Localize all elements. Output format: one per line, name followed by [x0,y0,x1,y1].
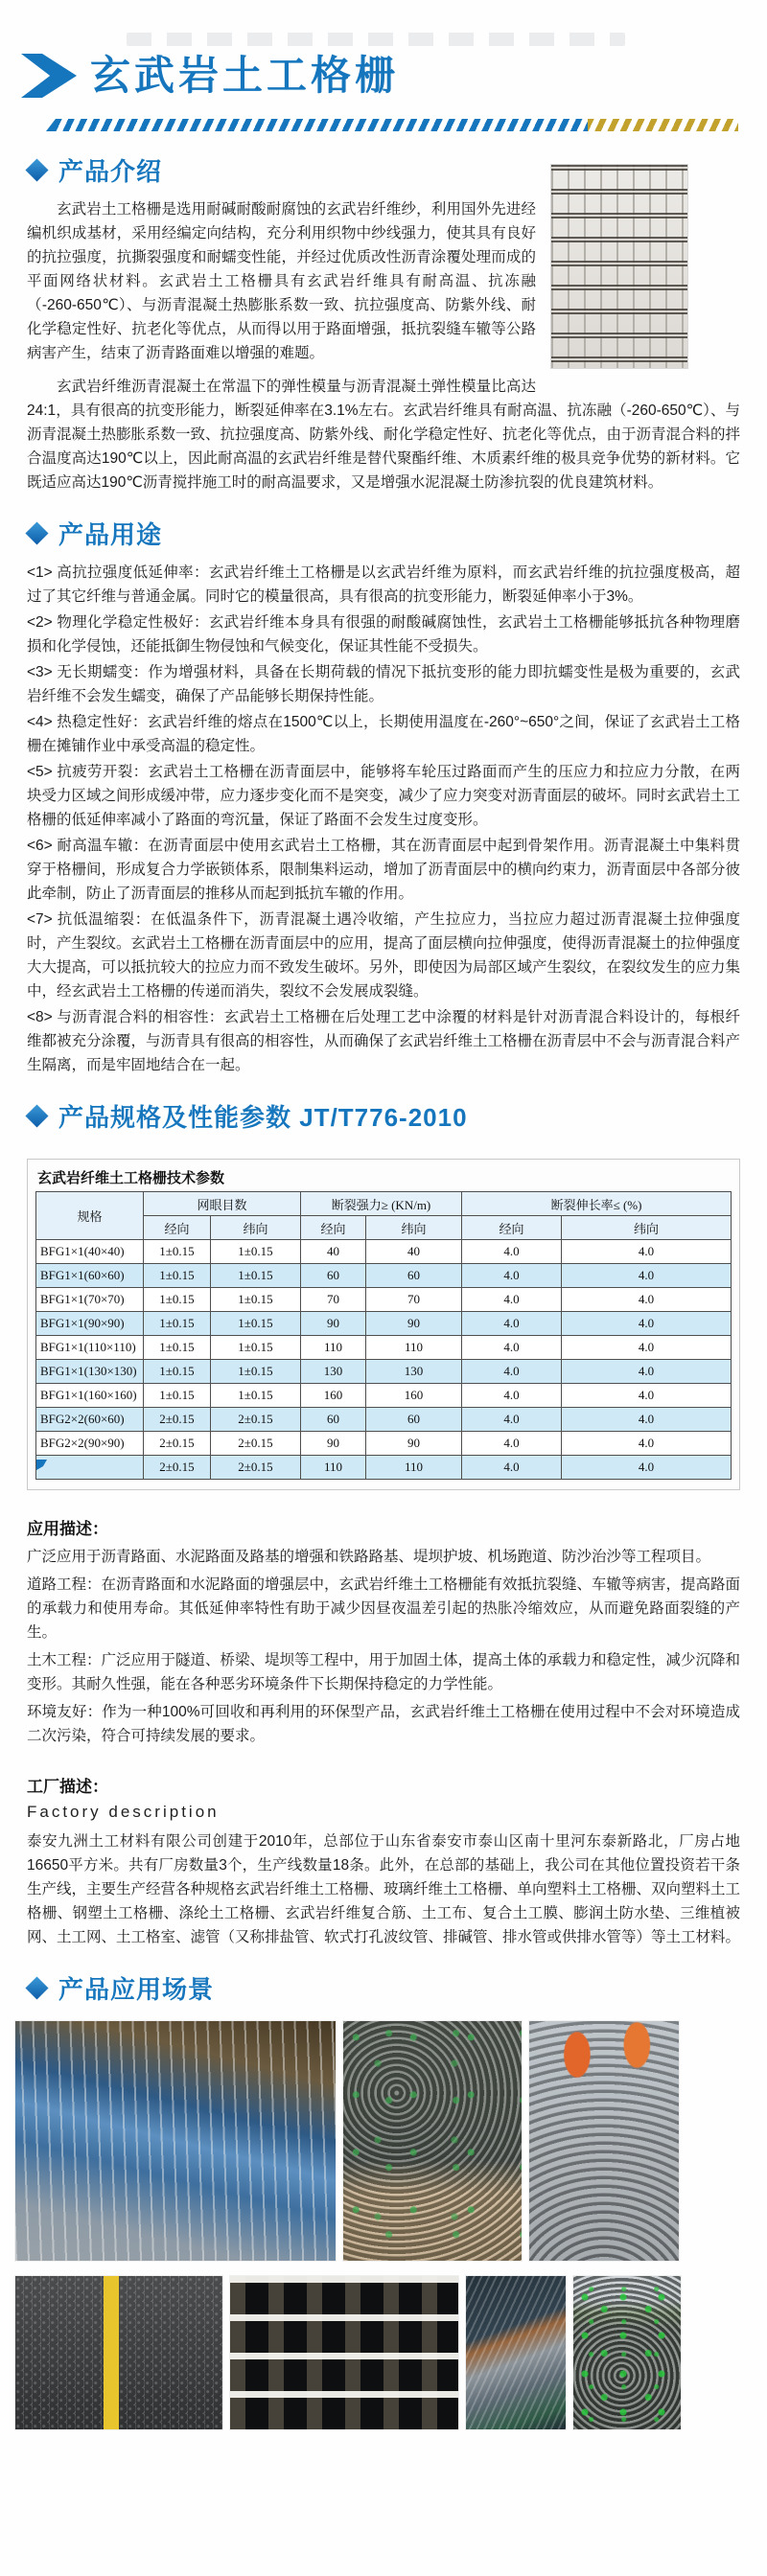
gallery-row-1 [15,2021,752,2261]
value-cell: 110 [301,1456,366,1480]
use-item: <1> 高抗拉强度低延伸率：玄武岩纤维土工格栅是以玄武岩纤维为原料，而玄武岩纤维的抗拉强度极高，超过了其它纤维与普通金属。同时它的模量很高，具有很高的抗变形能力，断裂延伸率小于3%。 [27,564,740,605]
diamond-icon [25,1976,48,1999]
table-row [36,1384,732,1408]
spec-table-body [36,1240,732,1480]
value-cell: 4.0 [562,1384,732,1408]
value-cell: 4.0 [562,1360,732,1384]
table-row [36,1264,732,1288]
subcol-warp: 经向 [301,1216,366,1240]
stripe-start-triangle [46,119,56,131]
table-header-groups [36,1192,732,1216]
gallery-photo-workers-concrete [529,2021,679,2261]
value-cell: 1±0.15 [211,1288,301,1312]
value-cell: 4.0 [562,1408,732,1432]
value-cell: 70 [366,1288,462,1312]
col-group-mesh: 网眼目数 [144,1192,301,1216]
application-section [0,1515,767,1949]
value-cell: 1±0.15 [144,1312,211,1336]
gallery-photo-roller-machine [466,2276,566,2429]
section-header-gallery [29,1970,767,2006]
page-header [0,52,767,100]
value-cell: 90 [366,1312,462,1336]
value-cell: 2±0.15 [144,1408,211,1432]
value-cell: 4.0 [562,1456,732,1480]
value-cell: 60 [301,1264,366,1288]
faded-watermark-text [127,33,625,46]
value-cell: 4.0 [562,1264,732,1288]
use-item: <8> 与沥青混合料的相容性：玄武岩土工格栅在后处理工艺中涂覆的材料是针对沥青混合料设计的，每根纤维都被充分涂覆，与沥青具有很高的相容性，从而确保了玄武岩纤维土工格栅在沥青层中不会与沥青混合料产生隔离，而是牢固地结合在一起。 [27,1009,741,1073]
intro-paragraph-1: 玄武岩土工格栅是选用耐碱耐酸耐腐蚀的玄武岩纤维纱，利用国外先进经编机织成基材，采用经编定向结构，充分利用织物中纱线强力，使其具有良好的抗拉强度，抗撕裂强度和耐蠕变性能，并经过优质改性沥青涂覆处理而成的平面网络状材料。玄武岩土工格栅具有玄武岩纤维具有耐高温、抗冻融（-260-650℃）、与沥青混凝土热膨胀系数一致、抗拉强度高、防紫外线、耐化学稳定性好、抗老化等优点，从而得以用于路面增强，抵抗裂缝车辙等公路病害产生，结束了沥青路面难以增强的难题。 [27,201,536,361]
application-paragraph: 广泛应用于沥青路面、水泥路面及路基的增强和铁路路基、堤坝护坡、机场跑道、防沙治沙等工程项目。 [27,1549,711,1565]
application-paragraph: 道路工程：在沥青路面和水泥路面的增强层中，玄武岩纤维土工格栅能有效抵抗裂缝、车辙等病害，提高路面的承载力和使用寿命。其低延伸率特性有助于减少因昼夜温差引起的热胀冷缩效应，从而避免路面裂缝的产生。 [27,1576,741,1641]
value-cell: 1±0.15 [144,1240,211,1264]
section-header-specs [29,1098,767,1134]
table-row [36,1336,732,1360]
gallery-row-2 [15,2276,752,2429]
value-cell: 4.0 [462,1264,562,1288]
use-item: <5> 抗疲劳开裂：玄武岩土工格栅在沥青面层中，能够将车轮压过路面而产生的压应力和拉应力分散，在两块受力区域之间形成缓冲带，应力逐步变化而不是突变，减少了应力突变对沥青面层的破坏。同时玄武岩土工格栅的低延伸率减小了路面的弯沉量，保证了路面不会发生过度变形。 [27,764,741,828]
value-cell: 70 [301,1288,366,1312]
subcol-weft: 纬向 [211,1216,301,1240]
subcol-weft: 纬向 [366,1216,462,1240]
table-row [36,1456,732,1480]
spec-cell: BFG1×1(60×60) [36,1264,144,1288]
table-row [36,1432,732,1456]
value-cell: 2±0.15 [144,1432,211,1456]
use-item: <6> 耐高温车辙：在沥青面层中使用玄武岩土工格栅，其在沥青面层中起到骨架作用。沥青混凝土中集料贯穿于格栅间，形成复合力学嵌锁体系，限制集料运动，增加了沥青面层中的横向约束力，沥青面层中各部分彼此牵制，防止了沥青面层的推移从而起到抵抗车辙的作用。 [27,838,741,902]
value-cell: 60 [366,1264,462,1288]
col-header-spec: 规格 [36,1192,144,1240]
value-cell: 1±0.15 [211,1384,301,1408]
col-group-elongation: 断裂伸长率≤ (%) [462,1192,732,1216]
application-paragraph: 土木工程：广泛应用于隧道、桥梁、堤坝等工程中，用于加固土体，提高土体的承载力和稳定性，减少沉降和变形。其耐久性强，能在各种恶劣环境条件下长期保持稳定的力学性能。 [27,1652,741,1692]
value-cell: 1±0.15 [144,1264,211,1288]
use-item: <4> 热稳定性好：玄武岩纤维的熔点在1500℃以上，长期使用温度在-260°~650°之间，保证了玄武岩土工格栅在摊铺作业中承受高温的稳定性。 [27,714,740,754]
value-cell: 130 [301,1360,366,1384]
spec-cell: BFG1×1(90×90) [36,1312,144,1336]
application-gallery [0,2021,767,2429]
stripe-blue-segment [56,119,588,131]
value-cell: 4.0 [462,1312,562,1336]
value-cell: 1±0.15 [144,1360,211,1384]
factory-heading: 工厂描述： [27,1778,108,1796]
factory-paragraph: 泰安九洲土工材料有限公司创建于2010年，总部位于山东省泰安市泰山区南十里河东泰新路北，厂房占地16650平方米。共有厂房数量3个，生产线数量18条。此外，在总部的基础上，我公司在其他位置投资若干条生产线，主要生产经营各种规格玄武岩纤维土工格栅、玻璃纤维土工格栅、单向塑料土工格栅、双向塑料土工格栅、钢塑土工格栅、涤纶土工格栅、玄武岩纤维复合筋、土工布、复合土工膜、膨润土防水垫、三维植被网、土工网、土工格室、滤管（又称排盐管、软式打孔波纹管、排碱管、排水管或供排水管等）等土工材料。 [27,1833,741,1945]
spec-table [35,1191,732,1480]
value-cell: 4.0 [562,1288,732,1312]
subcol-weft: 纬向 [562,1216,732,1240]
table-row [36,1312,732,1336]
subcol-warp: 经向 [144,1216,211,1240]
spec-cell: BFG1×1(110×110) [36,1336,144,1360]
value-cell: 4.0 [462,1384,562,1408]
spec-cell: BFG2×2(60×60) [36,1408,144,1432]
stripe-divider [46,119,738,131]
application-heading: 应用描述： [27,1520,108,1538]
value-cell: 60 [301,1408,366,1432]
intro-paragraph-2: 玄武岩纤维沥青混凝土在常温下的弹性模量与沥青混凝土弹性模量比高达24:1，具有很高的抗变形能力，断裂延伸率在3.1%左右。玄武岩纤维具有耐高温、抗冻融（-260-650℃）、与沥青混凝土热膨胀系数一致、抗拉强度高、防紫外线、耐化学稳定性好、抗老化等优点，由于沥青混合料的拌合温度高达190℃以上，因此耐高温的玄武岩纤维是替代聚酯纤维、木质素纤维的极具竞争优势的新材料。它既适应高达190℃沥青搅拌施工时的耐高温要求，又是增强水泥混凝土防渗抗裂的优良建筑材料。 [27,379,741,491]
spec-cell: BFG1×1(70×70) [36,1288,144,1312]
value-cell: 2±0.15 [144,1456,211,1480]
value-cell: 4.0 [462,1336,562,1360]
section-title-gallery: 产品应用场景 [58,1975,215,2004]
table-row [36,1408,732,1432]
value-cell: 1±0.15 [144,1336,211,1360]
value-cell: 4.0 [562,1336,732,1360]
value-cell: 2±0.15 [211,1456,301,1480]
value-cell: 60 [366,1408,462,1432]
value-cell: 110 [366,1336,462,1360]
factory-subheading: Factory description [27,1803,220,1821]
spec-table-box [27,1159,740,1490]
section-title-intro: 产品介绍 [58,157,163,186]
spec-cell: BFG1×1(160×160) [36,1384,144,1408]
gallery-photo-asphalt-ruler [15,2276,222,2429]
table-row [36,1360,732,1384]
use-item: <7> 抗低温缩裂：在低温条件下，沥青混凝土遇冷收缩，产生拉应力，当拉应力超过沥青混凝土拉伸强度时，产生裂纹。玄武岩土工格栅在沥青面层中的应用，提高了面层横向拉伸强度，使得沥青混凝土的拉伸强度大大提高，可以抵抗较大的拉应力而不致发生破坏。另外，即使因为局部区域产生裂纹，在裂纹发生的应力集中，经玄武岩土工格栅的传递而消失，裂纹不会发展成裂缝。 [27,911,741,1000]
value-cell: 2±0.15 [211,1432,301,1456]
spec-cell: BFG1×1(130×130) [36,1360,144,1384]
col-group-strength: 断裂强力≥ (KN/m) [301,1192,462,1216]
value-cell: 1±0.15 [211,1336,301,1360]
arrow-right-icon [21,54,77,98]
gallery-photo-machine-line [15,2021,336,2261]
product-sample-image [551,165,687,368]
use-item: <3> 无长期蠕变：作为增强材料，具备在长期荷载的情况下抵抗变形的能力即抗蠕变性是极为重要的，玄武岩纤维不会发生蠕变，确保了产品能够长期保持性能。 [27,664,740,704]
value-cell: 4.0 [562,1432,732,1456]
value-cell: 2±0.15 [211,1408,301,1432]
subcol-warp: 经向 [462,1216,562,1240]
section-title-specs: 产品规格及性能参数 JT/T776-2010 [58,1103,468,1132]
value-cell: 1±0.15 [211,1360,301,1384]
value-cell: 4.0 [462,1360,562,1384]
value-cell: 40 [301,1240,366,1264]
diamond-icon [25,158,48,181]
value-cell: 40 [366,1240,462,1264]
value-cell: 160 [301,1384,366,1408]
value-cell: 110 [301,1336,366,1360]
spec-cell: BFG1×1(40×40) [36,1240,144,1264]
spec-cell [36,1456,144,1480]
value-cell: 4.0 [562,1312,732,1336]
value-cell: 110 [366,1456,462,1480]
value-cell: 1±0.15 [211,1312,301,1336]
spec-cell: BFG2×2(90×90) [36,1432,144,1456]
application-paragraphs [27,1545,740,1748]
value-cell: 4.0 [462,1240,562,1264]
gallery-photo-outdoor-rolls [573,2276,681,2429]
value-cell: 1±0.15 [144,1288,211,1312]
section-title-uses: 产品用途 [58,520,163,549]
value-cell: 4.0 [462,1456,562,1480]
value-cell: 4.0 [462,1432,562,1456]
value-cell: 4.0 [462,1288,562,1312]
application-paragraph: 环境友好：作为一种100%可回收和再利用的环保型产品，玄武岩纤维土工格栅在使用过程中不会对环境造成二次污染，符合可持续发展的要求。 [27,1704,740,1744]
gallery-photo-black-grid [230,2276,458,2429]
page-title: 玄武岩土工格栅 [90,53,400,98]
diamond-icon [25,1104,48,1127]
value-cell: 1±0.15 [211,1240,301,1264]
value-cell: 4.0 [562,1240,732,1264]
value-cell: 1±0.15 [144,1384,211,1408]
value-cell: 160 [366,1384,462,1408]
section-header-uses [29,516,767,551]
use-item: <2> 物理化学稳定性极好：玄武岩纤维本身具有很强的耐酸碱腐蚀性，玄武岩土工格栅能够抵抗各种物理磨损和化学侵蚀，还能抵御生物侵蚀和气候变化，保证其性能不受损失。 [27,614,740,655]
intro-section [0,197,767,494]
table-row [36,1240,732,1264]
value-cell: 90 [301,1432,366,1456]
stripe-gold-segment [588,119,738,131]
uses-list [0,561,767,1077]
diamond-icon [25,521,48,544]
value-cell: 90 [366,1432,462,1456]
gallery-photo-packed-grids [343,2021,522,2261]
spec-table-title: 玄武岩纤维土工格栅技术参数 [37,1171,225,1186]
value-cell: 1±0.15 [211,1264,301,1288]
value-cell: 130 [366,1360,462,1384]
value-cell: 4.0 [462,1408,562,1432]
value-cell: 90 [301,1312,366,1336]
table-row [36,1288,732,1312]
